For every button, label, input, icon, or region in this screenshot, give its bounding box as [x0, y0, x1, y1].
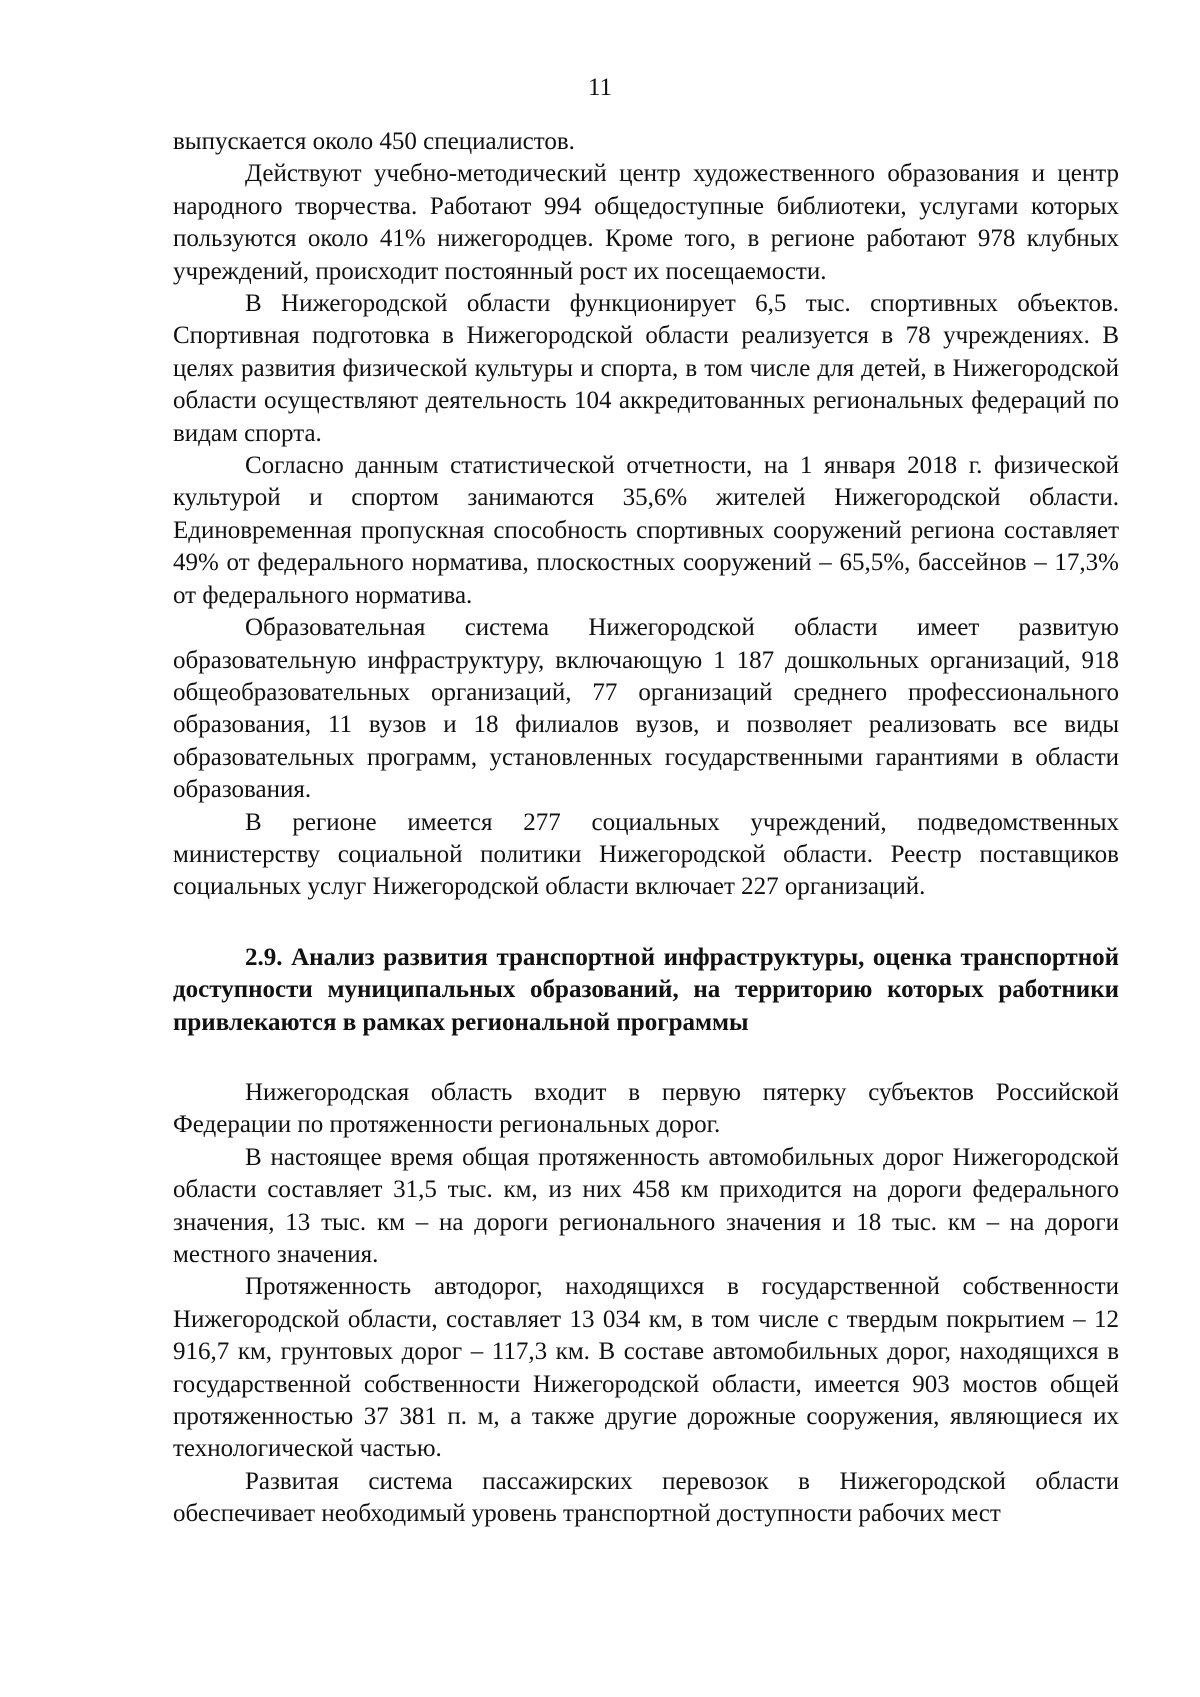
document-body [173, 126, 1119, 1531]
paragraph-education-system: Образовательная система Нижегородской области имеет развитую образовательную инфраструктуру, включающую 1 187 дошкольных организаций, 918 общеобразовательных организаций, 77 организаций среднего профессионального образования, 11 вузов и 18 филиалов вузов, и позволяет реализовать все виды образовательных программ, установленных государственными гарантиями в области образования. [173, 614, 1119, 804]
paragraph-regional-roads-rank: Нижегородская область входит в первую пятерку субъектов Российской Федерации по протяженности региональных дорог. [173, 1078, 1119, 1139]
paragraph-state-roads: Протяженность автодорог, находящихся в государственной собственности Нижегородской области, составляет 13 034 км, в том числе с твердым покрытием – 12 916,7 км, грунтовых дорог – 117,3 км. В составе автомобильных дорог, находящихся в государственной собственности Нижегородской области, имеется 903 мостов общей протяженностью 37 381 п. м, а также другие дорожные сооружения, являющиеся их технологической частью. [173, 1273, 1119, 1463]
paragraph-sport-objects: В Нижегородской области функционирует 6,5 тыс. спортивных объектов. Спортивная подготовка в Нижегородской области реализуется в 78 учреждениях. В целях развития физической культуры и спорта, в том числе для детей, в Нижегородской области осуществляют деятельность 104 аккредитованных региональных федераций по видам спорта. [173, 290, 1119, 447]
paragraph-social-institutions: В регионе имеется 277 социальных учреждений, подведомственных министерству социальной политики Нижегородской области. Реестр поставщиков социальных услуг Нижегородской области включает 227 организаций. [173, 808, 1119, 901]
section-heading: 2.9. Анализ развития транспортной инфраструктуры, оценка транспортной доступности муниципальных образований, на территорию которых работники привлекаются в рамках региональной программы [173, 943, 1119, 1036]
page-number: 11 [587, 74, 613, 101]
paragraph-sport-statistics: Согласно данным статистической отчетности, на 1 января 2018 г. физической культурой и спортом занимаются 35,6% жителей Нижегородской области. Единовременная пропускная способность спортивных сооружений региона составляет 49% от федерального норматива, плоскостных сооружений – 65,5%, бассейнов – 17,3% от федерального норматива. [173, 452, 1119, 609]
paragraph-road-length: В настоящее время общая протяженность автомобильных дорог Нижегородской области составляет 31,5 тыс. км, из них 458 км приходится на дороги федерального значения, 13 тыс. км – на дороги регионального значения и 18 тыс. км – на дороги местного значения. [173, 1143, 1119, 1268]
paragraph-culture-centers: Действуют учебно-методический центр художественного образования и центр народного творчества. Работают 994 общедоступные библиотеки, услугами которых пользуются около 41% нижегородцев. Кроме того, в регионе работают 978 клубных учреждений, происходит постоянный рост их посещаемости. [173, 160, 1119, 285]
paragraph-passenger-transport: Развитая система пассажирских перевозок в Нижегородской области обеспечивает необходимый уровень транспортной доступности рабочих мест [173, 1467, 1119, 1528]
paragraph-continuation: выпускается около 450 специалистов. [173, 128, 575, 155]
